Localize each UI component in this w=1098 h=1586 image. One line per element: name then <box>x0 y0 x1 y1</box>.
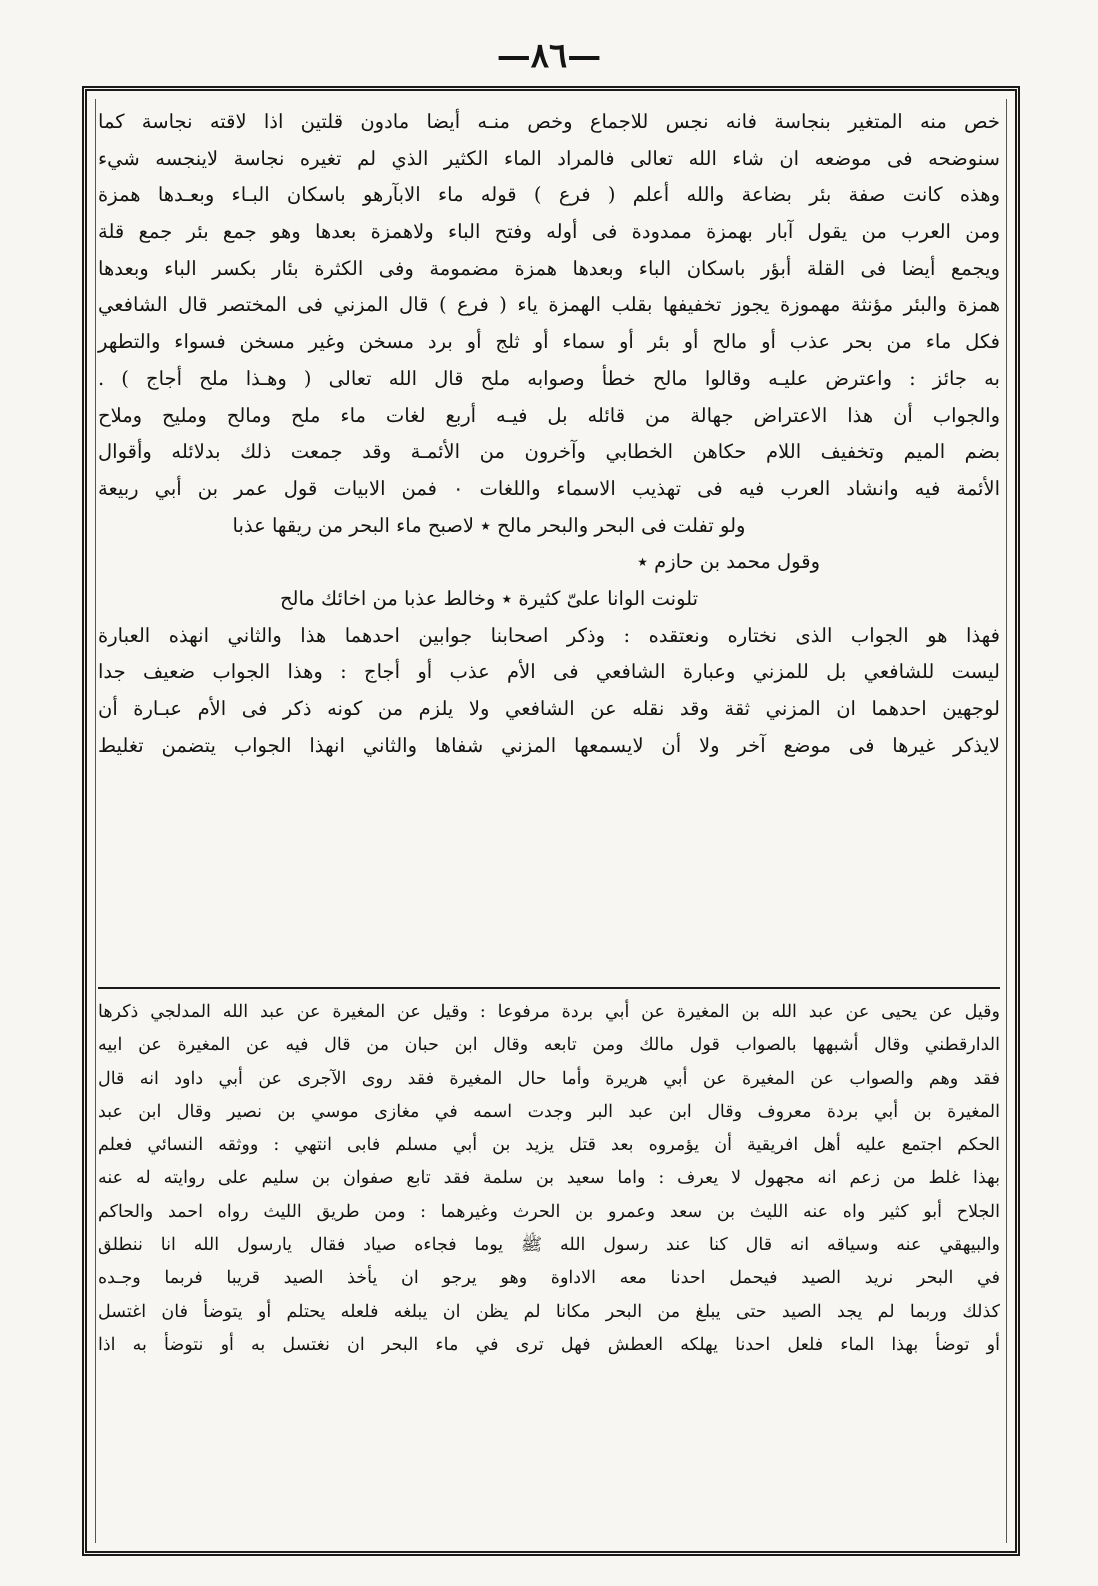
poem-verse: ولو تفلت فى البحر والبحر مالح ٭ لاصبح ماء البحر من ريقها عذبا <box>232 513 746 537</box>
main-text-line: لوجهين احدهما ان المزني ثقة وقد نقله عن الشافعي ولا يلزم من كونه ذكر فى الأم عبـارة أن <box>98 697 1000 720</box>
footnote-line: الدارقطني وقال أشبهها بالصواب قول مالك ومن تابعه وقال ابن حبان من قال فيه عن المغيرة عن ابيه <box>98 1035 1000 1056</box>
footnote-line: الحكم اجتمع عليه أهل افريقية أن يؤمروه بعد قتل يزيد بن أبي مسلم فابى انتهي : ووثقه النسائي فعلم <box>98 1135 1000 1156</box>
main-text-line: همزة والبئر مؤنثة مهموزة يجوز تخفيفها بقلب الهمزة ياء ( فرع ) قال المزني فى المختصر قال الشافعي <box>98 293 1000 317</box>
footnote-line: وقيل عن يحيى عن عبد الله بن المغيرة عن أبي بردة مرفوعا : وقيل عن المغيرة عن عبد الله المدلجي ذكرها <box>98 1002 1000 1022</box>
footnote-line: أو توضأ بهذا الماء فلعل احدنا يهلكه العطش فهل ترى في ماء البحر ان نغتسل به أو نتوضأ به اذا <box>98 1334 1000 1355</box>
main-text-line: سنوضحه فى موضعه ان شاء الله تعالى فالمراد الماء الكثير الذي لم تغيره نجاسة لاينجسه شيء <box>98 146 1000 170</box>
main-text-block <box>98 104 1000 764</box>
poem-verse: تلونت الوانا علىّ كثيرة ٭ وخالط عذبا من اخائك مالح <box>279 586 699 610</box>
footnote-line: والبيهقي عنه وسياقه انه قال كنا عند رسول الله ﷺ يوما فجاءه صياد فقال يارسول الله انا ننطلق <box>98 1235 1000 1256</box>
main-text-line: به جائز : واعترض عليـه وقالوا مالح خطأ وصوابه ملح قال الله تعالى ( وهـذا ملح أجاج ) . <box>98 366 1000 390</box>
main-text-line: ويجمع أيضا فى القلة أبؤر باسكان الباء وبعدها همزة مضمومة وفى الكثرة بئار بكسر الباء وبعدها <box>98 256 1000 280</box>
footnote-line: بهذا غلط من زعم انه مجهول لا يعرف : واما سعيد بن سلمة فقد تابع صفوان بن سليم على روايته له عنه <box>98 1168 1000 1189</box>
footnote-divider <box>98 987 1000 989</box>
main-text-line: فكل ماء من بحر عذب أو مالح أو بئر أو سماء أو ثلج أو برد مسخن وغير مسخن فسواء والتطهر <box>98 330 1000 354</box>
main-text-line: الأئمة فيه وانشاد العرب فيه فى تهذيب الاسماء واللغات ٠ فمن الابيات قول عمر بن أبي ربيعة <box>98 476 1001 500</box>
main-text-line: ومن العرب من يقول آبار بهمزة ممدودة فى أوله وفتح الباء ولاهمزة بعدها وهو جمع بئر جمع قلة <box>98 220 1000 244</box>
main-text-line: لايذكر غيرها فى موضع آخر ولا أن لايسمعها المزني شفاها والثاني انهذا الجواب يتضمن تغليط <box>98 733 1000 757</box>
main-text-line: بضم الميم وتخفيف اللام حكاهن الخطابي وآخرون من الأئمـة وقد جمعت ذلك بدلائله وأقوال <box>98 440 1000 464</box>
page-number: —٨٦— <box>496 36 602 76</box>
poem-attribution: وقول محمد بن حازم ٭ <box>637 550 820 574</box>
footnotes-block <box>98 996 1000 1362</box>
main-text-line: ليست للشافعي بل للمزني وعبارة الشافعي فى الأم عذب أو أجاج : وهذا الجواب ضعيف جدا <box>98 660 1000 684</box>
footnote-line: فقد وهم والصواب عن المغيرة عن أبي هريرة وأما حال المغيرة فقد روى الآجرى عن أبي داود انه قال <box>98 1068 1000 1089</box>
main-text-line: خص منه المتغير بنجاسة فانه نجس للاجماع وخص منـه أيضا مادون قلتين اذا لاقته نجاسة كما <box>98 110 1000 133</box>
footnote-line: في البحر نريد الصيد فيحمل احدنا معه الاداوة وهو يرجو ان يأخذ الصيد قريبا فربما وجـده <box>98 1268 1000 1289</box>
footnote-line: الجلاح أبو كثير واه عنه الليث بن سعد وعمرو بن الحرث وغيرهما : ومن طريق الليث رواه احمد والحاكم <box>98 1201 1000 1222</box>
main-text-line: وهذه كانت صفة بئر بضاعة والله أعلم ( فرع ) قوله ماء الابآرهو باسكان البـاء وبعـدها همزة <box>98 183 1000 207</box>
footnote-line: المغيرة بن أبي بردة معروف وقال ابن عبد البر وجدت اسمه في مغازى موسي بن نصير وقال ابن عبد <box>98 1101 1000 1122</box>
footnote-line: كذلك وربما لم يجد الصيد حتى يبلغ من البحر مكانا لم يظن ان يبلغه فلعله يحتلم أو يتوضأ فان اغتسل <box>98 1301 1000 1322</box>
main-text-line: والجواب أن هذا الاعتراض جهالة من قائله بل فيـه أربع لغات ماء ملح ومالح ومليح وملاح <box>98 403 1000 427</box>
main-text-line: فهذا هو الجواب الذى نختاره ونعتقده : وذكر اصحابنا جوابين احدهما هذا والثاني انهذه العبارة <box>98 623 1000 647</box>
